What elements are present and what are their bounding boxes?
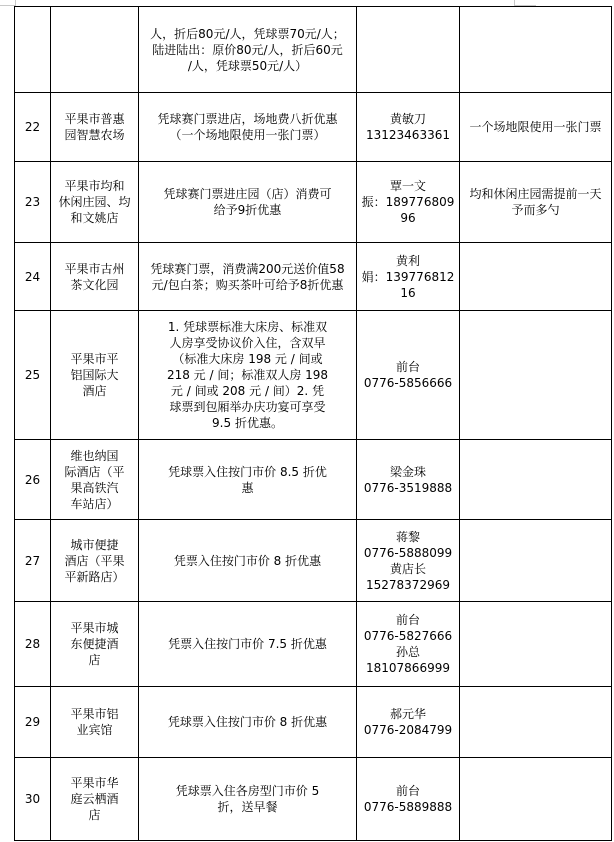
contact-cell xyxy=(357,520,460,602)
contact-line: 0776-5827666 xyxy=(363,629,453,643)
offer-line: 人，折后80元/人，凭球票70元/人； xyxy=(150,26,345,41)
merchant-name-line: 平果市普惠 xyxy=(64,112,125,126)
merchant-name-cell xyxy=(51,243,139,311)
offer-line: 凭球赛门票进庄园（店）消费可 xyxy=(163,187,332,201)
offer-line: 凭球赛门票，消费满200元送价值58 xyxy=(150,261,345,276)
offer-cell xyxy=(139,311,357,440)
merchant-name-line: 店 xyxy=(88,653,101,667)
note-line: 予而多勺 xyxy=(511,203,560,217)
merchant-name-cell xyxy=(51,758,139,841)
merchant-name-line: 庭云栖酒 xyxy=(70,792,119,806)
merchant-name-line: 业宾馆 xyxy=(76,723,113,737)
offer-line: 凭票入住按门市价 7.5 折优惠 xyxy=(168,637,327,651)
contact-line: 覃一文 xyxy=(389,179,426,193)
contact-line: 前台 xyxy=(395,613,420,627)
merchant-name-line: 城市便捷 xyxy=(70,537,119,552)
note-cell xyxy=(460,602,612,687)
merchant-name-cell xyxy=(51,162,139,243)
contact-line: 0776-3519888 xyxy=(363,480,453,495)
offer-line: 9.5 折优惠。 xyxy=(212,416,283,430)
contact-cell xyxy=(357,602,460,687)
merchant-name-line: 果高铁汽 xyxy=(70,480,119,495)
contact-line: 黄店长 xyxy=(389,561,426,576)
merchant-name-line: 东便捷酒 xyxy=(70,637,119,651)
merchant-name-line: 车站店） xyxy=(70,496,119,511)
contact-line: 前台 xyxy=(395,360,420,374)
offer-line: 凭球票入住按门市价 8.5 折优 xyxy=(168,464,327,479)
merchant-name-line: 酒店 xyxy=(82,384,107,398)
contact-line: 黄利 xyxy=(395,253,420,268)
contact-cell xyxy=(357,7,460,93)
merchant-name-cell xyxy=(51,440,139,520)
row-number-cell xyxy=(15,7,51,93)
offer-line: 凭票入住按门市价 8 折优惠 xyxy=(173,553,322,568)
row-number-cell: 30 xyxy=(15,758,51,841)
row-number-cell: 26 xyxy=(15,440,51,520)
merchant-name-line: 维也纳国 xyxy=(70,448,119,463)
offer-line: 给予9折优惠 xyxy=(213,203,282,217)
merchant-discount-table xyxy=(14,6,612,841)
table-row xyxy=(15,162,612,243)
note-cell xyxy=(460,243,612,311)
offer-cell xyxy=(139,758,357,841)
merchant-name-cell xyxy=(51,687,139,758)
merchant-name-line: 园智慧农场 xyxy=(64,128,125,142)
offer-cell xyxy=(139,520,357,602)
offer-line: 人房享受协议价入住，含双早 xyxy=(169,336,326,350)
note-cell xyxy=(460,440,612,520)
row-number-cell: 27 xyxy=(15,520,51,602)
merchant-name-line: 平新路店） xyxy=(64,569,125,584)
note-line: 一个场地限使用一张门票 xyxy=(469,120,602,134)
contact-cell xyxy=(357,243,460,311)
contact-line: 15278372969 xyxy=(366,577,450,592)
offer-line: 凭球赛门票进店，场地费八折优惠 xyxy=(157,112,338,126)
contact-line: 振：18977680996 xyxy=(361,195,455,225)
merchant-name-cell xyxy=(51,311,139,440)
merchant-name-cell xyxy=(51,93,139,162)
contact-cell xyxy=(357,440,460,520)
table-row xyxy=(15,7,612,93)
table-row xyxy=(15,243,612,311)
offer-line: 球票到包厢举办庆功宴可享受 xyxy=(169,400,326,414)
offer-line: 凭球票入住按门市价 8 折优惠 xyxy=(167,715,328,729)
contact-line: 梁金珠 xyxy=(389,464,426,479)
table-row xyxy=(15,687,612,758)
row-number-cell: 23 xyxy=(15,162,51,243)
merchant-name-line: 平果市平 xyxy=(70,352,119,366)
merchant-name-line: 茶文化园 xyxy=(70,277,119,292)
offer-line: 元/包白茶；购买茶叶可给予8折优惠 xyxy=(151,277,344,292)
merchant-name-cell xyxy=(51,520,139,602)
note-cell xyxy=(460,311,612,440)
contact-line: 0776-2084799 xyxy=(363,723,453,737)
row-number-cell: 28 xyxy=(15,602,51,687)
note-cell xyxy=(460,520,612,602)
note-cell xyxy=(460,758,612,841)
offer-line: 陆进陆出：原价80元/人，折后60元 xyxy=(152,42,343,57)
table-row xyxy=(15,758,612,841)
contact-line: 前台 xyxy=(395,784,420,798)
contact-line: 18107866999 xyxy=(366,661,450,675)
offer-cell xyxy=(139,687,357,758)
merchant-name-line: 铝国际大 xyxy=(70,368,119,382)
merchant-name-line: 休闲庄园、均 xyxy=(58,195,131,209)
table-row xyxy=(15,602,612,687)
merchant-name-cell xyxy=(51,7,139,93)
contact-cell xyxy=(357,687,460,758)
merchant-name-line: 店 xyxy=(88,808,101,822)
merchant-name-line: 平果市铝 xyxy=(70,707,119,721)
contact-line: 0776-5889888 xyxy=(363,800,453,814)
offer-cell xyxy=(139,7,357,93)
merchant-name-cell xyxy=(51,602,139,687)
offer-line: （一个场地限使用一张门票） xyxy=(169,128,326,142)
contact-cell xyxy=(357,162,460,243)
offer-line: （标准大床房 198 元 / 间或 xyxy=(172,352,323,366)
merchant-name-line: 酒店（平果 xyxy=(64,553,125,568)
offer-line: 1. 凭球票标准大床房、标准双 xyxy=(167,320,328,334)
merchant-name-line: 平果市均和 xyxy=(64,179,125,193)
contact-line: 0776-5888099 xyxy=(363,545,453,560)
table-row xyxy=(15,520,612,602)
table-row xyxy=(15,440,612,520)
note-cell xyxy=(460,162,612,243)
contact-line: 黄敏刀 xyxy=(389,112,426,126)
contact-cell xyxy=(357,93,460,162)
merchant-name-line: 平果市城 xyxy=(70,621,119,635)
row-number-cell: 24 xyxy=(15,243,51,311)
table-body xyxy=(15,7,612,841)
note-cell xyxy=(460,687,612,758)
contact-line: 孙总 xyxy=(395,645,420,659)
offer-line: 折，送早餐 xyxy=(217,800,278,814)
offer-cell xyxy=(139,440,357,520)
note-cell xyxy=(460,7,612,93)
offer-cell xyxy=(139,243,357,311)
contact-cell xyxy=(357,311,460,440)
offer-line: 惠 xyxy=(241,480,254,495)
row-number-cell: 29 xyxy=(15,687,51,758)
merchant-name-line: 际酒店（平 xyxy=(64,464,125,479)
table-row xyxy=(15,311,612,440)
offer-line: 元 / 间或 208 元 / 间）2. 凭 xyxy=(170,384,325,398)
offer-cell xyxy=(139,602,357,687)
contact-cell xyxy=(357,758,460,841)
offer-line: 凭球票入住各房型门市价 5 xyxy=(175,784,320,798)
row-number-cell: 22 xyxy=(15,93,51,162)
offer-cell xyxy=(139,93,357,162)
contact-line: 0776-5856666 xyxy=(363,376,453,390)
offer-line: /人，凭球票50元/人） xyxy=(187,58,308,73)
merchant-name-line: 平果市华 xyxy=(70,776,119,790)
table-row xyxy=(15,93,612,162)
offer-line: 218 元 / 间；标准双人房 198 xyxy=(166,368,329,382)
contact-line: 娟：13977681216 xyxy=(361,269,455,300)
row-number-cell: 25 xyxy=(15,311,51,440)
contact-line: 郝元华 xyxy=(389,707,426,721)
note-cell xyxy=(460,93,612,162)
merchant-name-line: 和文姚店 xyxy=(70,211,119,225)
contact-line: 蒋黎 xyxy=(395,529,420,544)
note-line: 均和休闲庄园需提前一天 xyxy=(469,187,602,201)
merchant-name-line: 平果市古州 xyxy=(64,261,125,276)
offer-cell xyxy=(139,162,357,243)
contact-line: 13123463361 xyxy=(366,128,450,142)
